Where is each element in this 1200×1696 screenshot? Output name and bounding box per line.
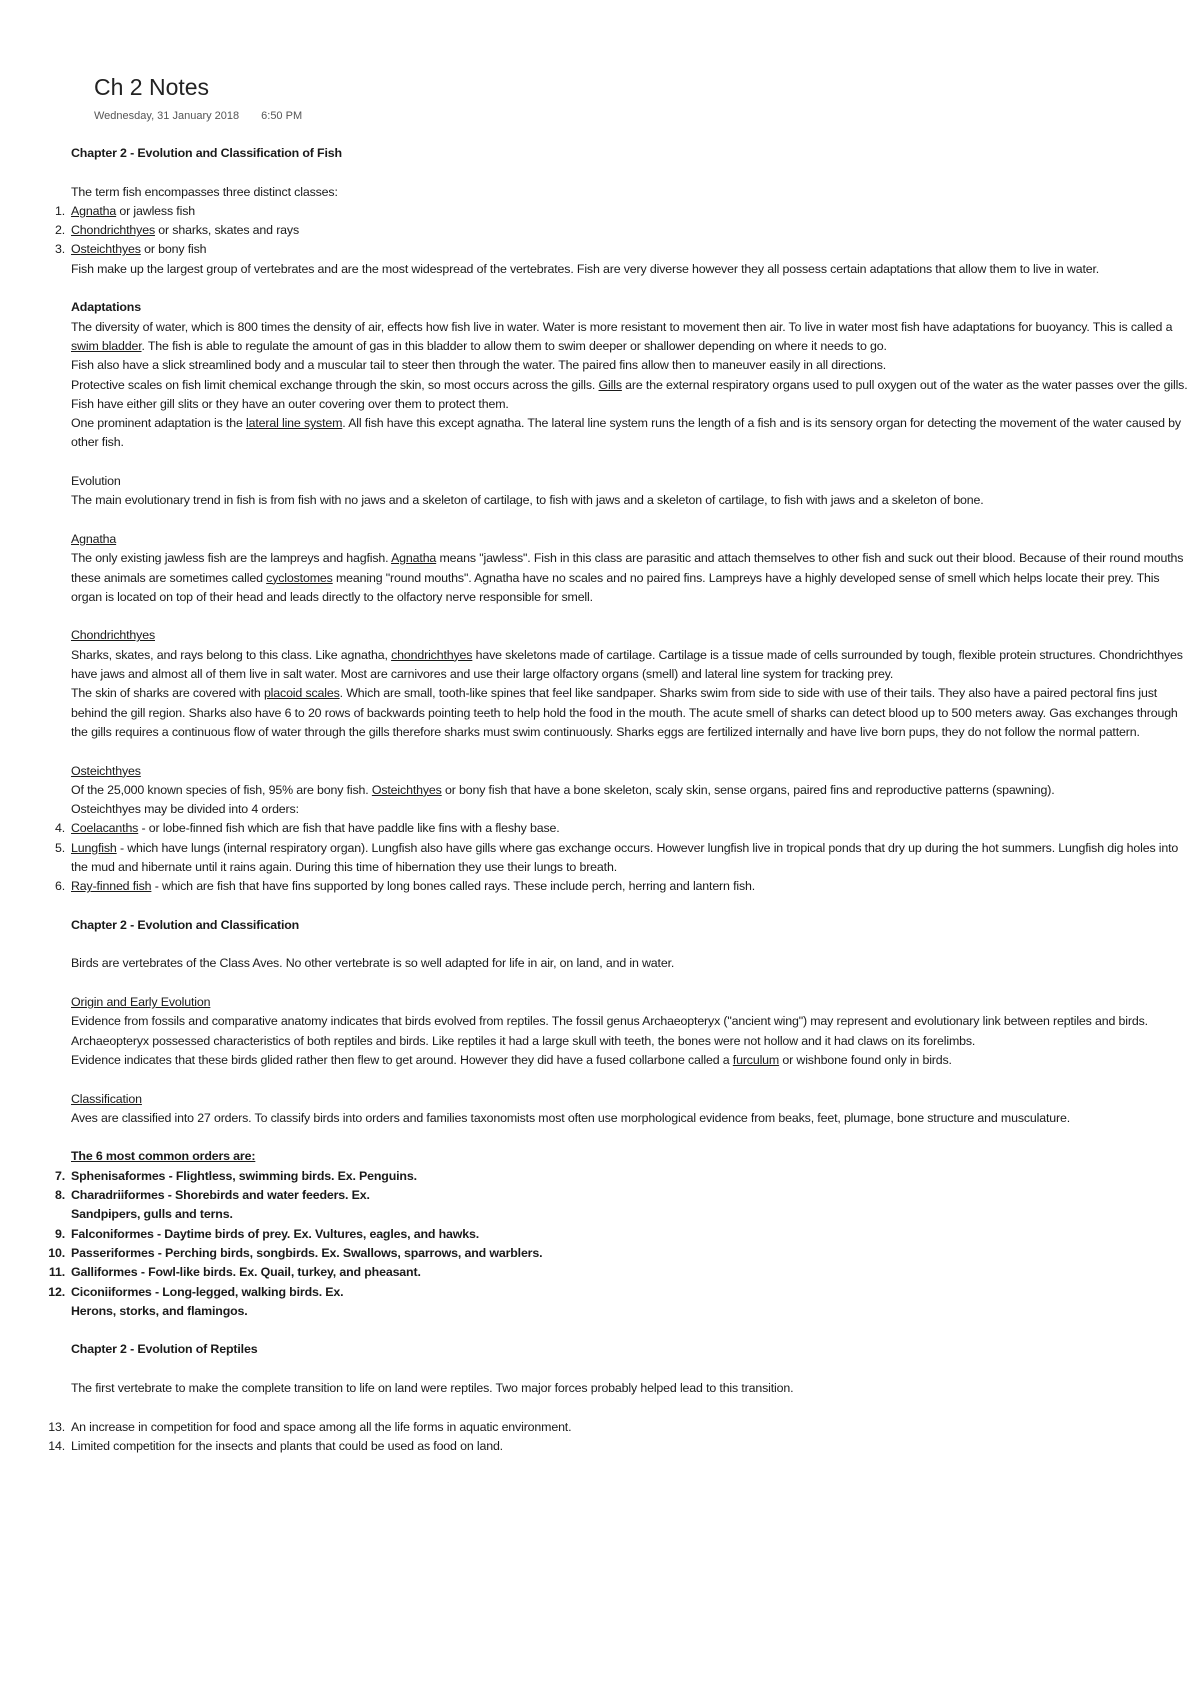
list-item: 2. Chondrichthyes or sharks, skates and rays — [54, 223, 300, 238]
page-time: 6:50 PM — [261, 110, 303, 122]
paragraph: One prominent adaptation is the lateral line system. All fish have this except agnatha. The lateral line system runs the length of a fish and is its sensory organ for detecting the movement of the water caused by other fish. — [71, 416, 1181, 450]
paragraph: The diversity of water, which is 800 times the density of air, effects how fish live in water. Water is more resistant to movement then air. To live in water most fish have adaptations for buoyancy. This is called a swim bladder. The fish is able to regulate the amount of gas in this bladder to allow them to swim deeper or shallower depending on where it needs to go. — [71, 319, 1173, 353]
list-item: 13. An increase in competition for food and space among all the life forms in aquatic environment. — [48, 1419, 572, 1434]
fish-heading: Chapter 2 - Evolution and Classification of Fish — [71, 146, 342, 160]
page-timestamp — [94, 110, 302, 122]
list-item: 1. Agnatha or jawless fish — [54, 203, 195, 218]
paragraph: The first vertebrate to make the complete transition to life on land were reptiles. Two major forces probably helped lead to this transition. — [71, 1381, 794, 1395]
paragraph: Archaeopteryx possessed characteristics of both reptiles and birds. Like reptiles it had a large skull with teeth, the bones were not hollow and it had claws on its forelimbs. — [71, 1033, 976, 1048]
paragraph: Fish also have a slick streamlined body and a muscular tail to steer then through the water. The paired fins allow then to maneuver easily in all directions. — [71, 358, 887, 373]
list-item-continued: Herons, storks, and flamingos. — [71, 1303, 248, 1318]
note-body — [48, 144, 1189, 1456]
chondrichthyes-heading: Chondrichthyes — [71, 628, 155, 643]
page-date: Wednesday, 31 January 2018 — [94, 110, 240, 122]
bird-orders-heading: The 6 most common orders are: — [71, 1149, 256, 1164]
list-item: 9. Falconiformes - Daytime birds of prey. Ex. Vultures, eagles, and hawks. — [54, 1226, 480, 1241]
paragraph: Osteichthyes may be divided into 4 orders: — [71, 802, 299, 817]
paragraph: Of the 25,000 known species of fish, 95% are bony fish. Osteichthyes or bony fish that have a bone skeleton, scaly skin, sense organs, paired fins and reproductive patterns (spawning). — [71, 782, 1055, 797]
paragraph: The skin of sharks are covered with placoid scales. Which are small, tooth-like spines that feel like sandpaper. Sharks swim from side to side with use of their tails. They also have a paired pectoral fins just behind the gill region. Sharks also have 6 to 20 rows of backwards pointing teeth to help hold the food in the mouth. The acute smell of sharks can detect blood up to 500 meters away. Gas exchanges through the gills requires a continuous flow of water through the gills therefore sharks must swim continuously. Sharks eggs are fertilized internally and have live born pups, they do not follow the normal pattern. — [71, 686, 1178, 739]
paragraph: Aves are classified into 27 orders. To classify birds into orders and families taxonomists most often use morphological evidence from beaks, feet, plumage, bone structure and musculature. — [71, 1110, 1071, 1125]
birds-heading: Chapter 2 - Evolution and Classification — [71, 917, 300, 932]
paragraph: Protective scales on fish limit chemical exchange through the skin, so most occurs across the gills. Gills are the external respiratory organs used to pull oxygen out of the water as the water passes over the gills. Fish have either gill slits or they have an outer covering over them to protect them. — [71, 377, 1188, 411]
list-item-continued: Sandpipers, gulls and terns. — [71, 1207, 233, 1222]
paragraph: Sharks, skates, and rays belong to this class. Like agnatha, chondrichthyes have skeletons made of cartilage. Cartilage is a tissue made of cells surrounded by tough, flexible protein structures. Chondrichthyes have jaws and almost all of them live in salt water. Most are carnivores and use their large olfactory organs (smell) and lateral line system for tracking prey. — [71, 647, 1183, 682]
paragraph: Evidence indicates that these birds glided rather then flew to get around. However they did have a fused collarbone called a furculum or wishbone found only in birds. — [71, 1052, 952, 1067]
paragraph: The only existing jawless fish are the lampreys and hagfish. Agnatha means "jawless". Fish in this class are parasitic and attach themselves to other fish and suck out their blood. Because of their round mouths these animals are sometimes called cyclostomes meaning "round mouths". Agnatha have no scales and no paired fins. Lampreys have a highly developed sense of smell which helps locate their prey. This organ is located on top of their head and leads directly to the olfactory nerve responsible for smell. — [71, 551, 1184, 604]
paragraph: The main evolutionary trend in fish is from fish with no jaws and a skeleton of cartilage, to fish with jaws and a skeleton of cartilage, to fish with jaws and a skeleton of bone. — [71, 493, 984, 508]
classification-heading: Classification — [71, 1091, 142, 1106]
page-title: Ch 2 Notes — [94, 74, 210, 100]
evolution-heading: Evolution — [71, 474, 121, 489]
list-item: 11. Galliformes - Fowl-like birds. Ex. Quail, turkey, and pheasant. — [48, 1265, 421, 1280]
list-item: 8. Charadriiformes - Shorebirds and water feeders. Ex. — [54, 1188, 370, 1203]
paragraph: Birds are vertebrates of the Class Aves. No other vertebrate is so well adapted for life in air, on land, and in water. — [71, 956, 675, 971]
adaptations-heading: Adaptations — [71, 300, 141, 315]
list-item: 12. Ciconiiformes - Long-legged, walking birds. Ex. — [48, 1284, 344, 1299]
list-item: 6. Ray-finned fish - which are fish that have fins supported by long bones called rays. These include perch, herring and lantern fish. — [54, 879, 756, 894]
fish-overview: Fish make up the largest group of vertebrates and are the most widespread of the vertebrates. Fish are very diverse however they all possess certain adaptations that allow them to live in water. — [71, 261, 1100, 276]
fish-intro: The term fish encompasses three distinct classes: — [71, 184, 338, 199]
paragraph: Evidence from fossils and comparative anatomy indicates that birds evolved from reptiles. The fossil genus Archaeopteryx ("ancient wing") may represent and evolutionary link between reptiles and birds. — [71, 1014, 1148, 1029]
list-item: 14. Limited competition for the insects and plants that could be used as food on land. — [48, 1438, 503, 1453]
list-item: 5. Lungfish - which have lungs (internal respiratory organ). Lungfish also have gills where gas exchange occurs. However lungfish live in tropical ponds that dry up during the hot summers. Lungfish dig holes into the mud and hibernate until it rains again. During this time of hibernation they use their lungs to breath. — [54, 840, 1179, 874]
origin-heading: Origin and Early Evolution — [71, 995, 211, 1010]
list-item: 7. Sphenisaformes - Flightless, swimming birds. Ex. Penguins. — [54, 1168, 417, 1183]
list-item: 10. Passeriformes - Perching birds, songbirds. Ex. Swallows, sparrows, and warblers. — [48, 1245, 543, 1260]
reptiles-heading: Chapter 2 - Evolution of Reptiles — [71, 1342, 258, 1357]
agnatha-heading: Agnatha — [71, 531, 117, 546]
list-item: 4. Coelacanths - or lobe-finned fish which are fish that have paddle like fins with a fleshy base. — [54, 821, 560, 836]
list-item: 3. Osteichthyes or bony fish — [54, 242, 207, 257]
osteichthyes-heading: Osteichthyes — [71, 763, 141, 778]
